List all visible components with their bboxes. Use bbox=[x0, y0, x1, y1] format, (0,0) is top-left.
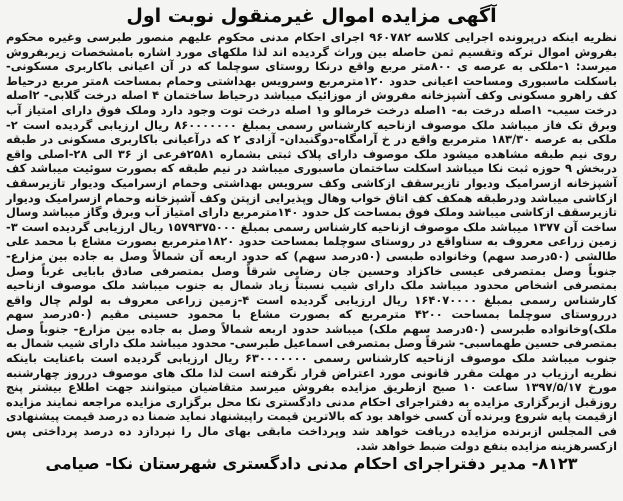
notice-body: نظریه اینکه درپرونده اجرایی کلاسه ۹۶۰۷۸۲ اجرای احکام مدنی محکوم علیهم منصور طبرسی وغیره محکوم بفروش اموال ترکه وتقسیم ثمن حاصله بین وراث گردیده اند لذا ملکهای مورد اشاره بامشخصات زیربفروش میرسد: ۱-ملکی به عرصه ی ۸۰۰متر مربع واقع درنکا روستای سوچلما که در آن اعیانی باکاربری مسکونی- باسکلت ماسبوری ومساحت اعیانی حدود ۱۲۰مترمربع وسرویس بهداشتی وحمام بمساحت ۸متر مربع درحیاط کف راهرو مسکونی وکف آشپزخانه مفروش از موزائیک میباشد درحیاط ساختمان ۴ اصله درخت گلابی- ۲اصله درخت سیب- ۱اصله درخت به- ۱اصله درخت خرمالو و۱ اصله درخت توت وجود دارد وملک فوق دارای امتیاز آب وبرق تک فاز میباشد ملک موصوف ازناحیه کارشناس رسمی بمبلغ ۸۶۰۰۰۰۰۰۰ ریال ارزیابی گردیده است ۲-ملکی به عرصه ۱۸۳/۳۰ مترمربع واقع در خ آرامگاه-دوگنبدان- آزادی ۲ که درآعیانی باکاربری مسکونی در طبقه روی نیم طبقه مشاهده میشود ملک موصوف دارای پلاک ثبتی بشماره ۲۵۸۱فرعی از ۳۶ الی ۲۸-اصلی واقع دربخش ۹ حوزه ثبت نکا میباشد اسکلت ساختمان ماسبوری میباشد در نیم طبقه که بصورت سوئیت میباشد کف آشپزخانه ازسرامیک ودیوار تازیرسقف ازکاشی وکف سرویس بهداشتی وحمام ازسرامیک ودیوار تازیرسقف ازکاشی میباشد ودرطبقه همکف کف اتاق خواب وهال وپذیرایی ازپتن وکف آشپزخانه وحمام ازسرامیک ودیوار تازیرسقف ازکاشی میباشد وملک فوق بمساحت کل حدود ۱۴۰مترمربع دارای امتیاز آب وبرق وگاز میباشد وسال ساخت آن ۱۳۷۷ میباشد ملک موصوف ازناحیه کارشناس رسمی بمبلغ ۱۵۷۹۳۷۵۰۰۰ ریال ارزیابی گردیده است ۳-زمین زراعی معروف به سناواقع در روستای سوچلما بمساحت حدود ۱۸۲۰مترمربع بصورت مشاع با محمد علی طالشی (۵۰درصد سهم) وخانواده طبسی (۵۰درصد سهم) که حدود اربعه آن شمالاً وصل به جاده بین مزارع-جنوباً وصل بمتصرفی عیسی خاکزاد وحسین جان رضایی شرقاً وصل بمتصرفی صادق بابایی غرباً وصل بمتصرفی اشخاص محدود میباشد ملک دارای شیب نسبتاً زیاد شمال به جنوب میباشد ملک موصوف ازناحیه کارشناس رسمی بمبلغ ۱۶۴۰۷۰۰۰۰ ریال ارزیابی گردیده است ۴-زمین زراعی معروف به لولم چال واقع درروستای سوچلما بمساحت ۴۲۰۰ مترمربع که بصورت مشاع با محمود حسینی مقیم (۵۰درصد سهم ملک)وخانواده طبرسی (۵۰درصد سهم ملک) میباشد حدود اربعه شمالاً وصل به جاده بین مزارع- جنوباً وصل بمتصرفی حسین طهماسبی- شرقاً وصل بمتصرفی اسماعیل طبرسی- محدود میباشد ملک دارای شیب شمال به جنوب میباشد ملک موصوف ازناحیه کارشناس رسمی ۶۳۰۰۰۰۰۰۰ ریال ارزیابی گردیده است باعنایت باینکه نظریه ارزیاب در مهلت مقرر قانونی مورد اعتراض قرار نگرفته است لذا ملک های موصوف درروز چهارشنبه مورخ ۱۳۹۷/۵/۱۷ ساعت ۱۰ صبح ازطریق مزایده بفروش میرسد متقاضیان میتوانند جهت اطلاع بیشتر پنج روزقبل ازبرگزاری مزایده به دفتراجرای احکام مدنی دادگستری نکا محل برگزاری مزایده مراجعه نمایند مزایده ازقیمت پایه شروع وبرنده آن کسی خواهد بود که بالاترین قیمت راپیشنهاد نماید ضمنا ده درصد قیمت پیشنهادی فی المجلس ازبرنده مزایده دریافت خواهد شد وپرداخت مابقی بهای مال را نپردازد ده درصد پرداختی پس ازکسرهزینه مزایده بنفع دولت ضبط خواهد شد. bbox=[6, 30, 618, 453]
notice-signature: ۸۱۲۳- مدیر دفتراجرای احکام مدنی دادگستری شهرستان نکا- صیامی bbox=[45, 454, 578, 474]
notice-title: آگهی مزایده اموال غیرمنقول نوبت اول bbox=[126, 5, 497, 27]
